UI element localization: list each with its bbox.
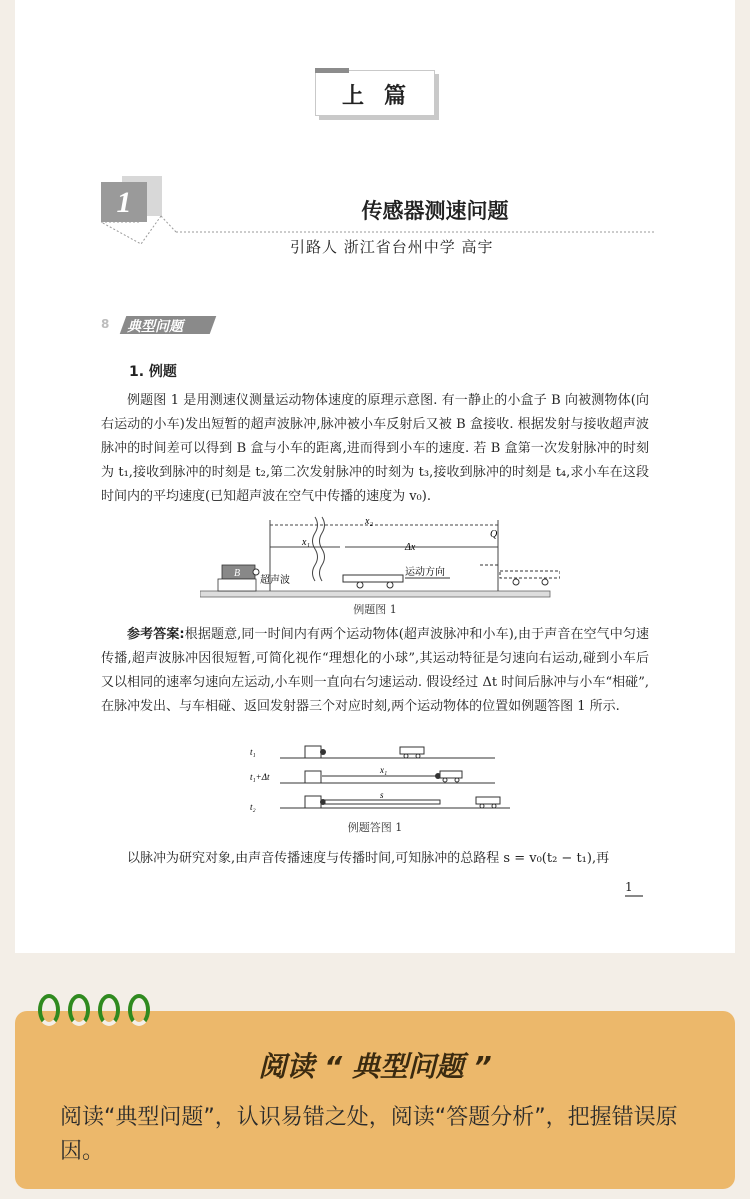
continuation-text: 以脉冲为研究对象,由声音传播速度与传播时间,可知脉冲的总路程 s = v₀(t₂ − t₁),再 (127, 851, 610, 866)
answer-label: 参考答案: (127, 627, 185, 642)
ring-icon (98, 994, 120, 1026)
part-title-bar (315, 68, 349, 73)
page-number: 1 (625, 880, 633, 894)
answer-figure-caption: 例题答图 1 (347, 821, 403, 834)
example-figure-caption: 例题图 1 (353, 603, 397, 616)
ring-icon (68, 994, 90, 1026)
example-heading: 1. 例题 (129, 364, 177, 380)
answer-body: 根据题意,同一时间内有两个运动物体(超声波脉冲和小车),由于声音在空气中匀速传播,超声波脉冲因很短暂,可简化视作“理想化的小球”,其运动特征是匀速向右运动,碰到小车后又以相同的速率匀速向左运动,小车则一直向右匀速运动. 假设经过 Δt 时间后脉冲与小车“相碰”,在脉冲发出、与车相碰、返回发射器三个对应时刻,两个运动物体的位置如例题答图 1 所示. (101, 627, 649, 714)
page-number-line (625, 895, 643, 897)
ring-icon (128, 994, 150, 1026)
chapter-number: 1 (116, 186, 132, 219)
book-page (15, 0, 735, 953)
tip-card-title: 阅读 “ 典型问题 ” (258, 1050, 492, 1083)
label-t1dt: t₁+Δt (250, 772, 270, 782)
label-ax1: x₁ (380, 765, 388, 775)
section-tag-icon: 8 (101, 317, 110, 331)
label-x2: x₂ (365, 516, 373, 527)
section-tag-label: 典型问题 (127, 319, 183, 335)
part-title: 上篇 (341, 84, 426, 109)
ring-icon (38, 994, 60, 1026)
label-t1: t₁ (250, 747, 256, 757)
label-Q: Q (490, 529, 498, 540)
answer-figure (250, 740, 510, 815)
part-title-box (315, 70, 435, 116)
answer-text (101, 623, 649, 719)
section-tag (101, 314, 219, 336)
tip-card-body: 阅读“典型问题”，认识易错之处，阅读“答题分析”，把握错误原因。 (60, 1105, 678, 1164)
label-wave: 超声波 (260, 575, 290, 586)
chapter-title-text: 传感器测速问题 (361, 199, 509, 223)
label-s: s (380, 790, 384, 800)
label-x1: x₁ (302, 537, 310, 548)
chapter-author: 引路人 浙江省台州中学 高宇 (290, 238, 494, 256)
example-text: 例题图 1 是用测速仪测量运动物体速度的原理示意图. 有一静止的小盒子 B 向被测物体(向右运动的小车)发出短暂的超声波脉冲,脉冲被小车反射后又被 B 盒接收. 根据发射与接收超声波脉冲的时间差可以得到 B 盒与小车的距离,进而得到小车的速度. 若 B 盒第一次发射脉冲的时刻为 t₁,接收到脉冲的时刻是 t₂,第二次发射脉冲的时刻为 t₃,接收到脉冲的时刻是 t₄,求小车在这段时间内的平均速度(已知超声波在空气中传播的速度为 v₀). (101, 393, 649, 504)
chapter-title (15, 195, 735, 225)
example-figure (200, 515, 560, 600)
label-dir: 运动方向 (405, 567, 445, 578)
label-dx: Δx (405, 542, 416, 553)
tip-card (15, 1011, 735, 1189)
label-B: B (234, 568, 241, 579)
label-t2: t₂ (250, 802, 256, 812)
